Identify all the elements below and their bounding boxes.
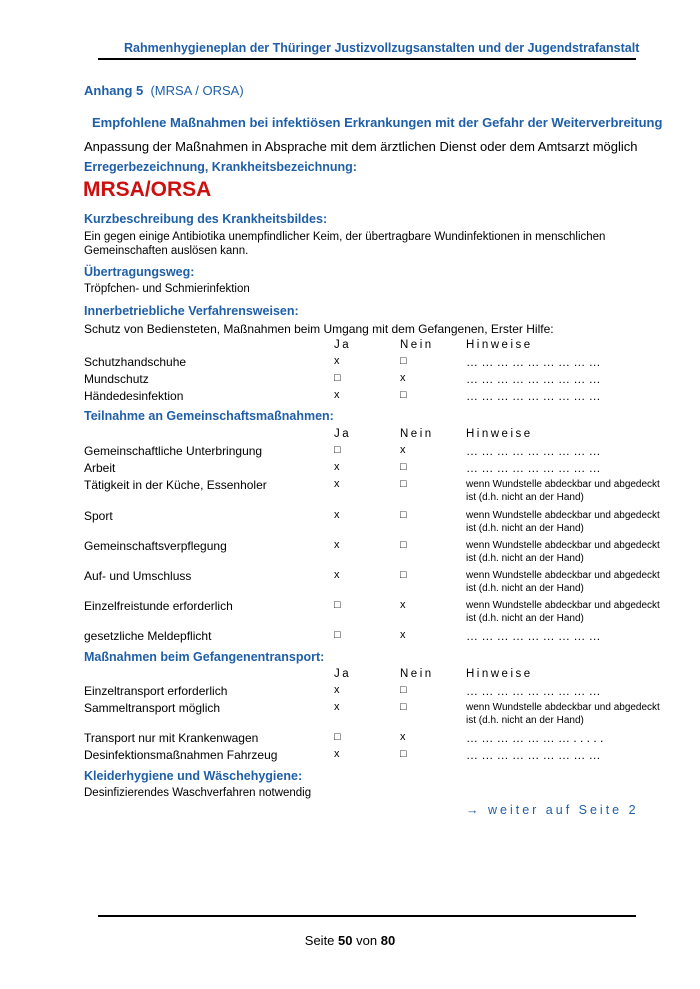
transport-heading: Maßnahmen beim Gefangenentransport: xyxy=(84,650,325,664)
col-hinweise: Hinweise xyxy=(466,339,533,351)
table-row xyxy=(84,748,644,766)
procedures-intro: Schutz von Bediensteten, Maßnahmen beim Umgang mit dem Gefangenen, Erster Hilfe: xyxy=(84,322,554,336)
row-label: Transport nur mit Krankenwagen xyxy=(84,731,259,745)
ja-mark: x xyxy=(334,684,340,696)
table-row xyxy=(84,372,644,390)
nein-mark: x xyxy=(400,444,406,456)
ja-mark: □ xyxy=(334,444,341,456)
row-label: Sammeltransport möglich xyxy=(84,701,221,715)
table-row xyxy=(84,509,660,534)
row-label: Arbeit xyxy=(84,461,116,475)
page-footer xyxy=(0,933,700,948)
nein-mark: □ xyxy=(400,478,407,490)
ja-mark: x xyxy=(334,701,340,713)
row-hint: wenn Wundstelle abdeckbar und abgedeckt ist (d.h. nicht an der Hand) xyxy=(466,570,660,594)
col-nein: Nein xyxy=(400,428,434,440)
description-heading: Kurzbeschreibung des Krankheitsbildes: xyxy=(84,212,328,226)
table-row xyxy=(84,478,660,503)
nein-mark: □ xyxy=(400,569,407,581)
col-hinweise: Hinweise xyxy=(466,428,533,440)
row-hint: wenn Wundstelle abdeckbar und abgedeckt ist (d.h. nicht an der Hand) xyxy=(466,540,660,564)
description-line-1: Ein gegen einige Antibiotika unempfindlicher Keim, der übertragbare Wundinfektionen in menschlichen xyxy=(84,231,606,243)
table-row xyxy=(84,629,644,647)
table-row xyxy=(84,461,644,479)
footer-divider xyxy=(98,915,636,917)
footer-mid: von xyxy=(356,933,378,948)
row-hint: … … … … … … … . . . . . xyxy=(466,731,604,745)
row-hint: wenn Wundstelle abdeckbar und abgedeckt ist (d.h. nicht an der Hand) xyxy=(466,600,660,624)
continue-link[interactable]: → weiter auf Seite 2 xyxy=(466,803,639,817)
nein-mark: □ xyxy=(400,355,407,367)
table-row xyxy=(84,731,644,749)
nein-mark: x xyxy=(400,372,406,384)
annex-label: Anhang 5 xyxy=(84,83,144,98)
row-label: Desinfektionsmaßnahmen Fahrzeug xyxy=(84,748,278,762)
table-row xyxy=(84,444,644,462)
transmission-heading: Übertragungsweg: xyxy=(84,265,195,279)
row-hint: … … … … … … … … … xyxy=(466,444,601,458)
pathogen-title: MRSA/ORSA xyxy=(83,178,212,201)
nein-mark: □ xyxy=(400,701,407,713)
row-label: Gemeinschaftsverpflegung xyxy=(84,539,227,553)
row-hint: … … … … … … … … … xyxy=(466,629,601,643)
row-label: Auf- und Umschluss xyxy=(84,569,192,583)
row-hint: wenn Wundstelle abdeckbar und abgedeckt ist (d.h. nicht an der Hand) xyxy=(466,510,660,534)
intro-text: Anpassung der Maßnahmen in Absprache mit dem ärztlichen Dienst oder dem Amtsarzt möglich xyxy=(84,139,638,154)
table-row xyxy=(84,569,660,594)
page-header-title: Rahmenhygieneplan der Thüringer Justizvollzugsanstalten und der Jugendstrafanstalt xyxy=(124,41,640,55)
annex-title xyxy=(84,83,244,98)
row-hint: wenn Wundstelle abdeckbar und abgedeckt ist (d.h. nicht an der Hand) xyxy=(466,479,660,503)
row-hint: wenn Wundstelle abdeckbar und abgedeckt ist (d.h. nicht an der Hand) xyxy=(466,702,660,726)
row-label: Einzelfreistunde erforderlich xyxy=(84,599,233,613)
ja-mark: □ xyxy=(334,629,341,641)
table-row xyxy=(84,701,660,726)
nein-mark: □ xyxy=(400,389,407,401)
col-ja: Ja xyxy=(334,428,352,440)
ja-mark: x xyxy=(334,539,340,551)
procedures-heading: Innerbetriebliche Verfahrensweisen: xyxy=(84,304,299,318)
ja-mark: x xyxy=(334,748,340,760)
table-row xyxy=(84,389,644,407)
ja-mark: x xyxy=(334,355,340,367)
ja-mark: x xyxy=(334,509,340,521)
row-label: Tätigkeit in der Küche, Essenholer xyxy=(84,478,267,492)
table-row xyxy=(84,684,644,702)
header-divider xyxy=(98,58,636,60)
ja-mark: x xyxy=(334,461,340,473)
annex-topic: (MRSA / ORSA) xyxy=(150,83,244,98)
nein-mark: □ xyxy=(400,509,407,521)
clothing-text: Desinfizierendes Waschverfahren notwendig xyxy=(84,787,312,799)
community-heading: Teilnahme an Gemeinschaftsmaßnahmen: xyxy=(84,409,334,423)
col-ja: Ja xyxy=(334,339,352,351)
footer-page: 50 xyxy=(338,933,353,948)
col-nein: Nein xyxy=(400,339,434,351)
table-row xyxy=(84,539,660,564)
nein-mark: □ xyxy=(400,748,407,760)
footer-prefix: Seite xyxy=(304,933,335,948)
row-hint: … … … … … … … … … xyxy=(466,355,601,369)
row-label: Mundschutz xyxy=(84,372,149,386)
col-ja: Ja xyxy=(334,668,352,680)
row-hint: … … … … … … … … … xyxy=(466,748,601,762)
ja-mark: □ xyxy=(334,731,341,743)
row-label: gesetzliche Meldepflicht xyxy=(84,629,212,643)
ja-mark: x xyxy=(334,569,340,581)
ja-mark: □ xyxy=(334,372,341,384)
ja-mark: x xyxy=(334,478,340,490)
row-label: Einzeltransport erforderlich xyxy=(84,684,228,698)
row-hint: … … … … … … … … … xyxy=(466,461,601,475)
row-label: Schutzhandschuhe xyxy=(84,355,187,369)
transmission-text: Tröpfchen- und Schmierinfektion xyxy=(84,283,250,295)
pathogen-heading: Erregerbezeichnung, Krankheitsbezeichnung: xyxy=(84,160,357,174)
nein-mark: □ xyxy=(400,684,407,696)
col-hinweise: Hinweise xyxy=(466,668,533,680)
row-hint: … … … … … … … … … xyxy=(466,389,601,403)
table-row xyxy=(84,355,644,373)
row-label: Händedesinfektion xyxy=(84,389,184,403)
row-label: Gemeinschaftliche Unterbringung xyxy=(84,444,263,458)
ja-mark: □ xyxy=(334,599,341,611)
row-hint: … … … … … … … … … xyxy=(466,684,601,698)
description-line-2: Gemeinschaften auslösen kann. xyxy=(84,245,249,257)
clothing-heading: Kleiderhygiene und Wäschehygiene: xyxy=(84,769,303,783)
ja-mark: x xyxy=(334,389,340,401)
subtitle: Empfohlene Maßnahmen bei infektiösen Erkrankungen mit der Gefahr der Weiterverbreitung xyxy=(92,115,663,130)
row-hint: … … … … … … … … … xyxy=(466,372,601,386)
nein-mark: x xyxy=(400,731,406,743)
nein-mark: □ xyxy=(400,539,407,551)
nein-mark: □ xyxy=(400,461,407,473)
nein-mark: x xyxy=(400,629,406,641)
nein-mark: x xyxy=(400,599,406,611)
footer-total: 80 xyxy=(380,933,396,948)
row-label: Sport xyxy=(84,509,113,523)
col-nein: Nein xyxy=(400,668,434,680)
table-row xyxy=(84,599,660,624)
